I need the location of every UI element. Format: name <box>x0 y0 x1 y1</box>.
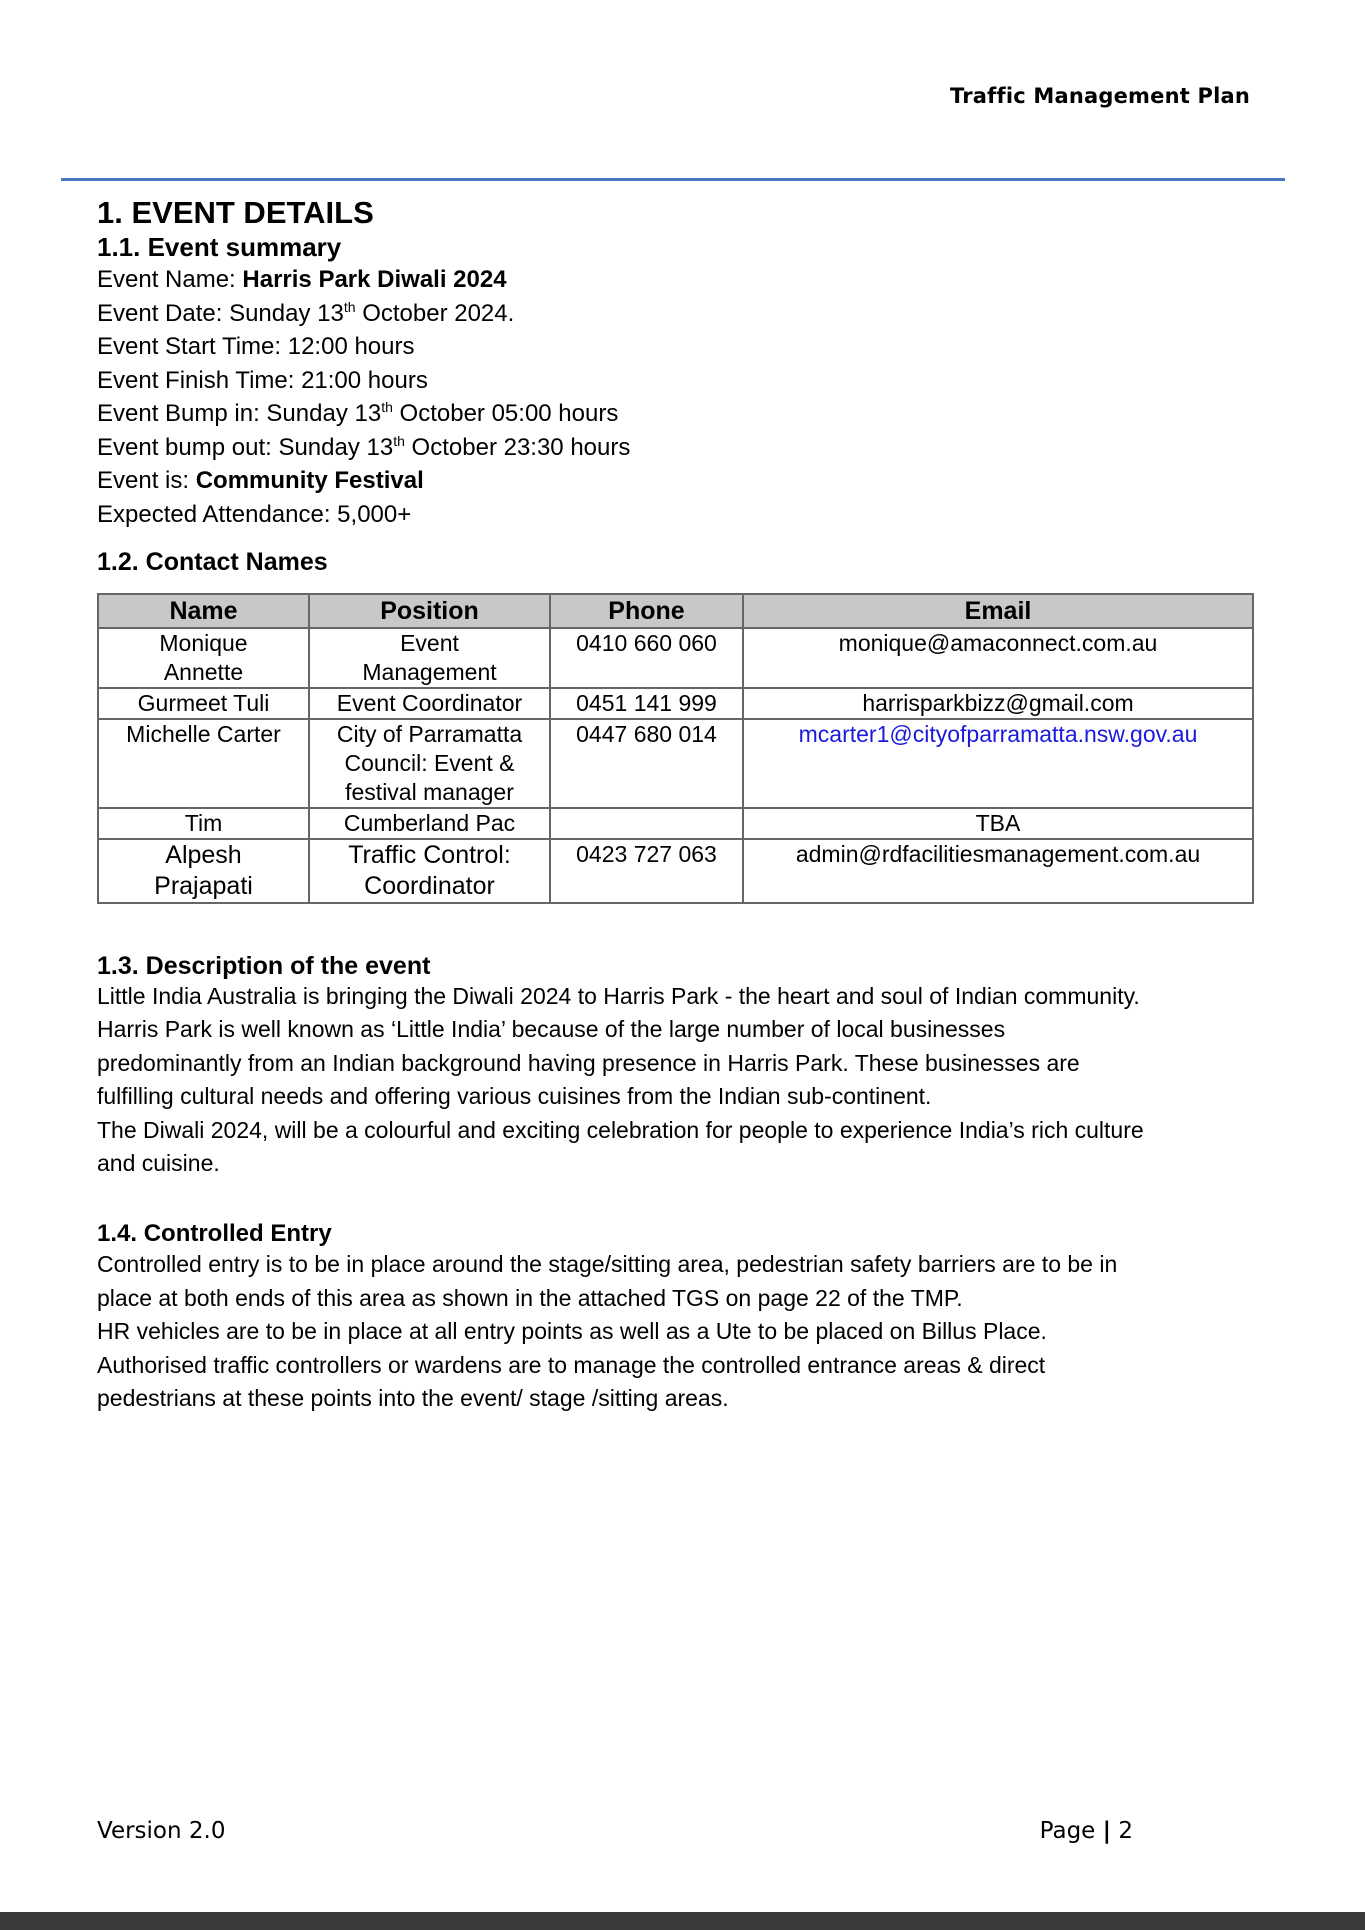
event-finish-time: Event Finish Time: 21:00 hours <box>97 366 428 394</box>
contact-position: Event Management <box>309 628 550 688</box>
event-name-label: Event Name: <box>97 266 243 293</box>
footer-version: Version 2.0 <box>97 1818 226 1844</box>
event-type-value: Community Festival <box>195 467 424 494</box>
column-header-phone: Phone <box>550 594 743 628</box>
header-divider <box>61 178 1285 181</box>
subheading-event-description: 1.3. Description of the event <box>97 952 431 980</box>
contact-email: monique@amaconnect.com.au <box>743 628 1253 688</box>
contact-name: Gurmeet Tuli <box>98 688 309 719</box>
footer-page-number <box>1040 1818 1133 1844</box>
bump-out-prefix: Event bump out: Sunday 13 <box>97 433 394 461</box>
contact-position: Traffic Control: Coordinator <box>309 839 550 903</box>
controlled-entry-line: place at both ends of this area as shown in the attached TGS on page 22 of the TMP. <box>97 1284 963 1311</box>
contact-phone: 0447 680 014 <box>550 719 743 808</box>
event-type-line <box>97 464 1257 498</box>
description-line: predominantly from an Indian background having presence in Harris Park. These businesses are <box>97 1049 1080 1076</box>
table-row <box>98 719 1253 808</box>
controlled-entry-text <box>97 1248 1257 1415</box>
description-line: Harris Park is well known as ‘Little India’ because of the large number of local businesses <box>97 1016 1006 1043</box>
bump-in-sup: th <box>381 399 393 415</box>
event-date-sup: th <box>343 298 356 315</box>
subheading-event-summary: 1.1. Event summary <box>97 232 342 262</box>
page-separator: | <box>1102 1818 1112 1844</box>
contact-email: admin@rdfacilitiesmanagement.com.au <box>743 839 1253 903</box>
contact-phone <box>550 808 743 839</box>
bump-out-suffix: October 23:30 hours <box>404 433 631 461</box>
event-name-line <box>97 263 1257 297</box>
subheading-controlled-entry: 1.4. Controlled Entry <box>97 1220 332 1248</box>
contact-position: City of Parramatta Council: Event & festival manager <box>309 719 550 808</box>
page-number: 2 <box>1111 1818 1133 1844</box>
controlled-entry-line: Controlled entry is to be in place around the stage/sitting area, pedestrian safety barriers are to be in <box>97 1251 1118 1278</box>
event-start-time: Event Start Time: 12:00 hours <box>97 333 415 360</box>
event-summary <box>97 263 1257 531</box>
contact-position: Event Coordinator <box>309 688 550 719</box>
event-date-suffix: October 2024. <box>355 299 515 327</box>
contact-email: harrisparkbizz@gmail.com <box>743 688 1253 719</box>
controlled-entry-line: HR vehicles are to be in place at all entry points as well as a Ute to be placed on Billus Place. <box>97 1318 1047 1345</box>
column-header-name: Name <box>98 594 309 628</box>
column-header-position: Position <box>309 594 550 628</box>
description-line: fulfilling cultural needs and offering various cuisines from the Indian sub-continent. <box>97 1083 932 1110</box>
section-heading-event-details: 1. EVENT DETAILS <box>97 195 374 230</box>
header-title: Traffic Management Plan <box>950 84 1250 108</box>
event-type-label: Event is: <box>97 467 196 494</box>
contact-email-link[interactable]: mcarter1@cityofparramatta.nsw.gov.au <box>743 719 1253 808</box>
contact-name: Monique Annette <box>98 628 309 688</box>
event-date-line <box>97 297 1257 331</box>
description-line: The Diwali 2024, will be a colourful and exciting celebration for people to experience India’s rich culture <box>97 1116 1144 1143</box>
table-row <box>98 839 1253 903</box>
controlled-entry-line: pedestrians at these points into the event/ stage /sitting areas. <box>97 1385 729 1412</box>
contact-phone: 0451 141 999 <box>550 688 743 719</box>
description-line: Little India Australia is bringing the Diwali 2024 to Harris Park - the heart and soul of Indian community. <box>97 983 1140 1009</box>
bump-out-sup: th <box>393 432 405 449</box>
contact-position: Cumberland Pac <box>309 808 550 839</box>
main-content <box>97 196 1257 1415</box>
contact-name: Michelle Carter <box>98 719 309 808</box>
expected-attendance: Expected Attendance: 5,000+ <box>97 500 412 528</box>
event-bump-out-line <box>97 431 1257 465</box>
table-header-row <box>98 594 1253 628</box>
contact-email: TBA <box>743 808 1253 839</box>
contact-name: Alpesh Prajapati <box>98 839 309 903</box>
bottom-edge-bar <box>0 1912 1365 1930</box>
bump-in-prefix: Event Bump in: Sunday 13 <box>97 400 382 427</box>
contacts-table <box>97 593 1254 904</box>
event-date-prefix: Event Date: Sunday 13 <box>97 299 344 327</box>
description-line: and cuisine. <box>97 1150 220 1177</box>
column-header-email: Email <box>743 594 1253 628</box>
event-bump-in-line <box>97 397 1257 431</box>
bump-in-suffix: October 05:00 hours <box>392 400 619 427</box>
contact-name: Tim <box>98 808 309 839</box>
subheading-contact-names: 1.2. Contact Names <box>97 548 328 576</box>
table-row <box>98 688 1253 719</box>
table-row <box>98 808 1253 839</box>
contact-phone: 0410 660 060 <box>550 628 743 688</box>
table-row <box>98 628 1253 688</box>
controlled-entry-line: Authorised traffic controllers or wardens are to manage the controlled entrance areas & direct <box>97 1351 1046 1378</box>
page-label: Page <box>1039 1818 1103 1844</box>
event-name-value: Harris Park Diwali 2024 <box>242 266 507 293</box>
contact-phone: 0423 727 063 <box>550 839 743 903</box>
event-description <box>97 980 1257 1180</box>
